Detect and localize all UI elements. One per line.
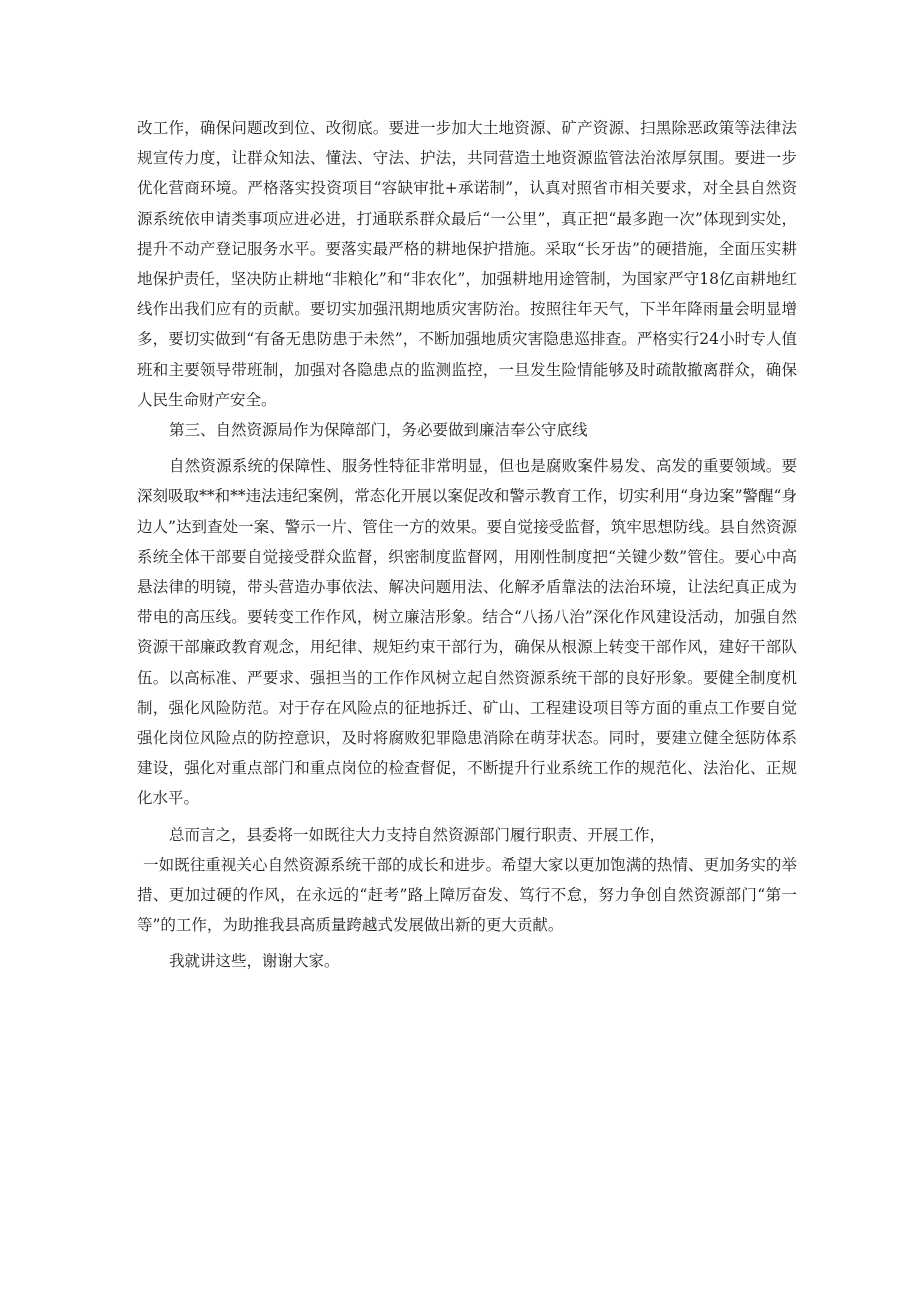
document-body (137, 113, 797, 977)
paragraph-summary-rest: 一如既往重视关心自然资源系统干部的成长和进步。希望大家以更加饱满的热情、更加务实的举措、更加过硬的作风，在永远的“赶考”路上障厉奋发、笃行不怠，努力争创自然资源部门“第一等”的工作，为助推我县高质量跨越式发展做出新的更大贡献。 (137, 855, 797, 935)
section-heading-third: 第三、自然资源局作为保障部门，务必要做到廉洁奉公守底线 (169, 421, 588, 440)
paragraph-integrity: 自然资源系统的保障性、服务性特征非常明显，但也是腐败案件易发、高发的重要领域。要深刻吸取**和**违法违纪案例，常态化开展以案促改和警示教育工作，切实利用“身边案”警醒“身边人”达到查处一案、警示一片、管住一方的效果。要自觉接受监督，筑牢思想防线。县自然资源系统全体干部要自觉接受群众监督，织密制度监督网，用刚性制度把“关键少数”管住。要心中高悬法律的明镜，带头营造办事依法、解决问题用法、化解矛盾靠法的法治环境，让法纪真正成为带电的高压线。要转变工作作风，树立廉洁形象。结合“八扬八治”深化作风建设活动，加强自然资源干部廉政教育观念，用纪律、规矩约束干部行为，确保从根源上转变干部作风，建好干部队伍。以高标准、严要求、强担当的工作作风树立起自然资源系统干部的良好形象。要健全制度机制，强化风险防范。对于存在风险点的征地拆迁、矿山、工程建设项目等方面的重点工作要自觉强化岗位风险点的防控意识，及时将腐败犯罪隐患消除在萌芽状态。同时，要建立健全惩防体系建设，强化对重点部门和重点岗位的检查督促，不断提升行业系统工作的规范化、法治化、正规化水平。 (137, 457, 797, 808)
paragraph-closing: 我就讲这些，谢谢大家。 (169, 952, 340, 971)
paragraph-continuation: 改工作，确保问题改到位、改彻底。要进一步加大土地资源、矿产资源、扫黑除恶政策等法律法规宣传力度，让群众知法、懂法、守法、护法，共同营造土地资源监管法治浓厚氛围。要进一步优化营商环境。严格落实投资项目“容缺审批+承诺制”，认真对照省市相关要求，对全县自然资源系统依申请类事项应进必进，打通联系群众最后“一公里”，真正把“最多跑一次”体现到实处，提升不动产登记服务水平。要落实最严格的耕地保护措施。采取“长牙齿”的硬措施，全面压实耕地保护责任，坚决防止耕地“非粮化”和“非农化”，加强耕地用途管制，为国家严守18亿亩耕地红线作出我们应有的贡献。要切实加强汛期地质灾害防治。按照往年天气，下半年降雨量会明显增多，要切实做到“有备无患防患于未然”，不断加强地质灾害隐患巡排查。严格实行24小时专人值班和主要领导带班制，加强对各隐患点的监测监控，一旦发生险情能够及时疏散撤离群众，确保人民生命财产安全。 (137, 119, 797, 409)
paragraph-summary (137, 820, 797, 941)
paragraph-summary-line1: 总而言之，县委将一如既往大力支持自然资源部门履行职责、开展工作， (169, 825, 666, 844)
